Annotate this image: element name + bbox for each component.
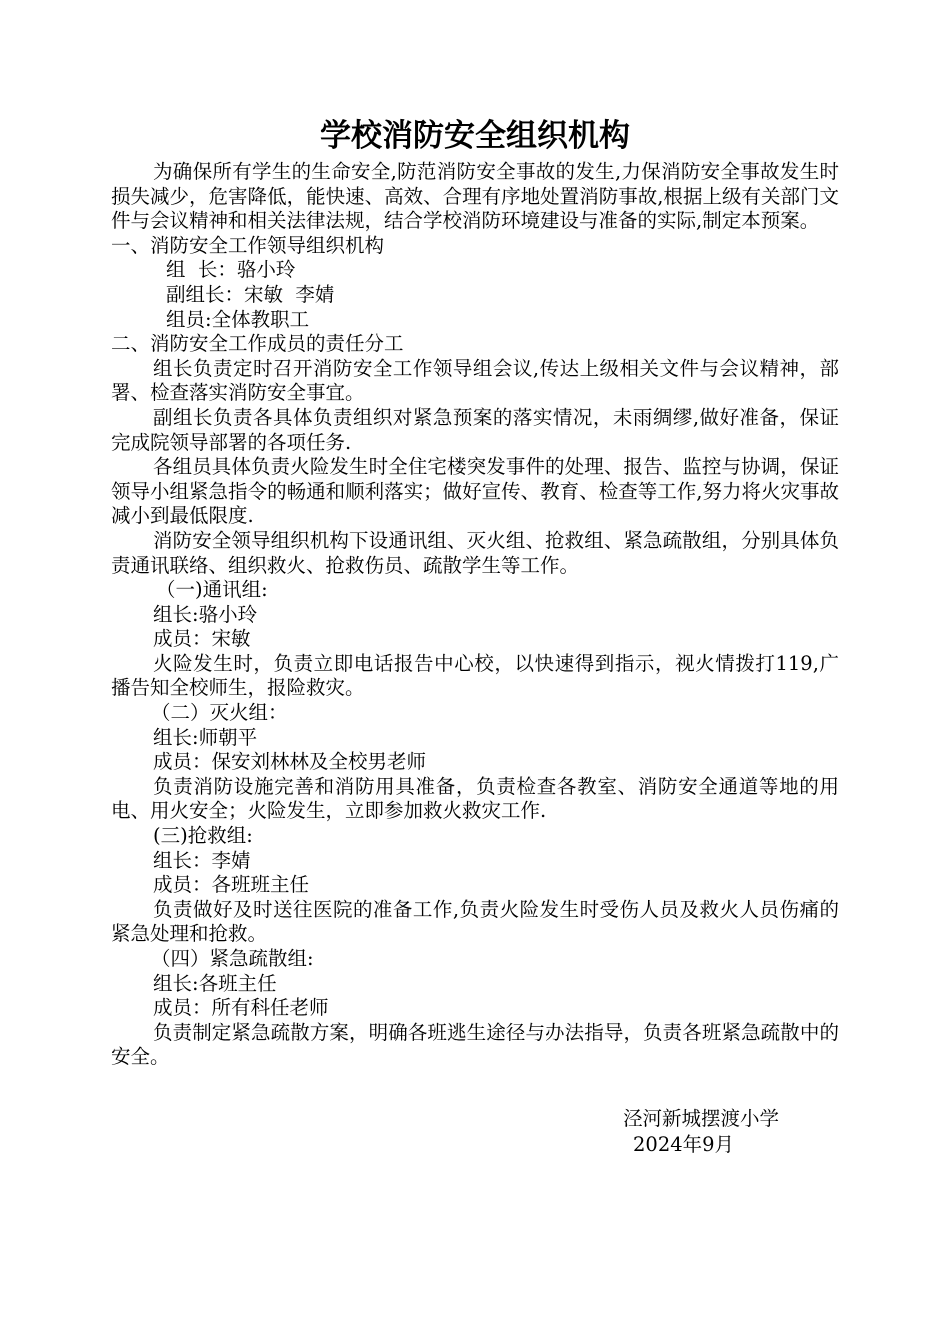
group-4-duty: 负责制定紧急疏散方案，明确各班逃生途径与办法指导，负责各班紧急疏散中的安全。	[111, 1020, 839, 1069]
group-2-duty: 负责消防设施完善和消防用具准备，负责检查各教室、消防安全通道等地的用电、用火安全；火险发生，立即参加救火救灾工作.	[111, 774, 839, 823]
group-3-heading: (三)抢救组:	[153, 824, 253, 848]
group-2-leader: 组长:师朝平	[153, 725, 258, 749]
document-body	[111, 160, 839, 1070]
intro-paragraph: 为确保所有学生的生命安全,防范消防安全事故的发生,力保消防安全事故发生时损失减少，危害降低，能快速、高效、合理有序地处置消防事故,根据上级有关部门文件与会议精神和相关法律法规，结合学校消防环境建设与准备的实际,制定本预案。	[111, 160, 839, 233]
section-1-leader: 组 长：骆小玲	[166, 258, 296, 282]
group-2-members: 成员：保安刘林林及全校男老师	[153, 750, 427, 774]
group-1-members: 成员：宋敏	[153, 627, 251, 651]
group-3-leader: 组长：李婧	[153, 848, 251, 872]
group-1-leader: 组长:骆小玲	[153, 602, 258, 626]
section-1-members: 组员:全体教职工	[166, 307, 310, 331]
group-4-leader: 组长:各班主任	[153, 971, 277, 995]
leader-duty-paragraph: 组长负责定时召开消防安全工作领导组会议,传达上级相关文件与会议精神，部署、检查落实消防安全事宜。	[111, 356, 839, 405]
group-2-heading: （二）灭火组：	[151, 701, 288, 725]
group-4-members: 成员：所有科任老师	[153, 996, 329, 1020]
members-duty-paragraph: 各组员具体负责火险发生时全住宅楼突发事件的处理、报告、监控与协调，保证领导小组紧急指令的畅通和顺利落实；做好宣传、教育、检查等工作,努力将火灾事故减小到最低限度.	[111, 455, 839, 528]
groups-paragraph: 消防安全领导组织机构下设通讯组、灭火组、抢救组、紧急疏散组，分别具体负责通讯联络、组织救火、抢救伤员、疏散学生等工作。	[111, 528, 839, 577]
group-1-duty: 火险发生时，负责立即电话报告中心校，以快速得到指示，视火情拨打119,广播告知全校师生，报险救灾。	[111, 651, 839, 700]
signature-organization: 泾河新城摆渡小学	[623, 1107, 780, 1130]
section-1-heading: 一、消防安全工作领导组织机构	[111, 233, 385, 257]
section-1-deputy: 副组长：宋敏 李婧	[166, 282, 335, 306]
group-1-heading: （一)通讯组:	[156, 578, 268, 602]
group-3-duty: 负责做好及时送往医院的准备工作,负责火险发生时受伤人员及救火人员伤痛的紧急处理和抢救。	[111, 897, 839, 946]
deputy-duty-paragraph: 副组长负责各具体负责组织对紧急预案的落实情况，未雨绸缪,做好准备，保证完成院领导部署的各项任务.	[111, 405, 839, 454]
signature-date: 2024年9月	[633, 1133, 735, 1156]
group-3-members: 成员：各班班主任	[153, 873, 310, 897]
document-title: 学校消防安全组织机构	[320, 118, 630, 154]
group-4-heading: （四）紧急疏散组:	[151, 947, 314, 970]
section-2-heading: 二、消防安全工作成员的责任分工	[111, 332, 404, 356]
